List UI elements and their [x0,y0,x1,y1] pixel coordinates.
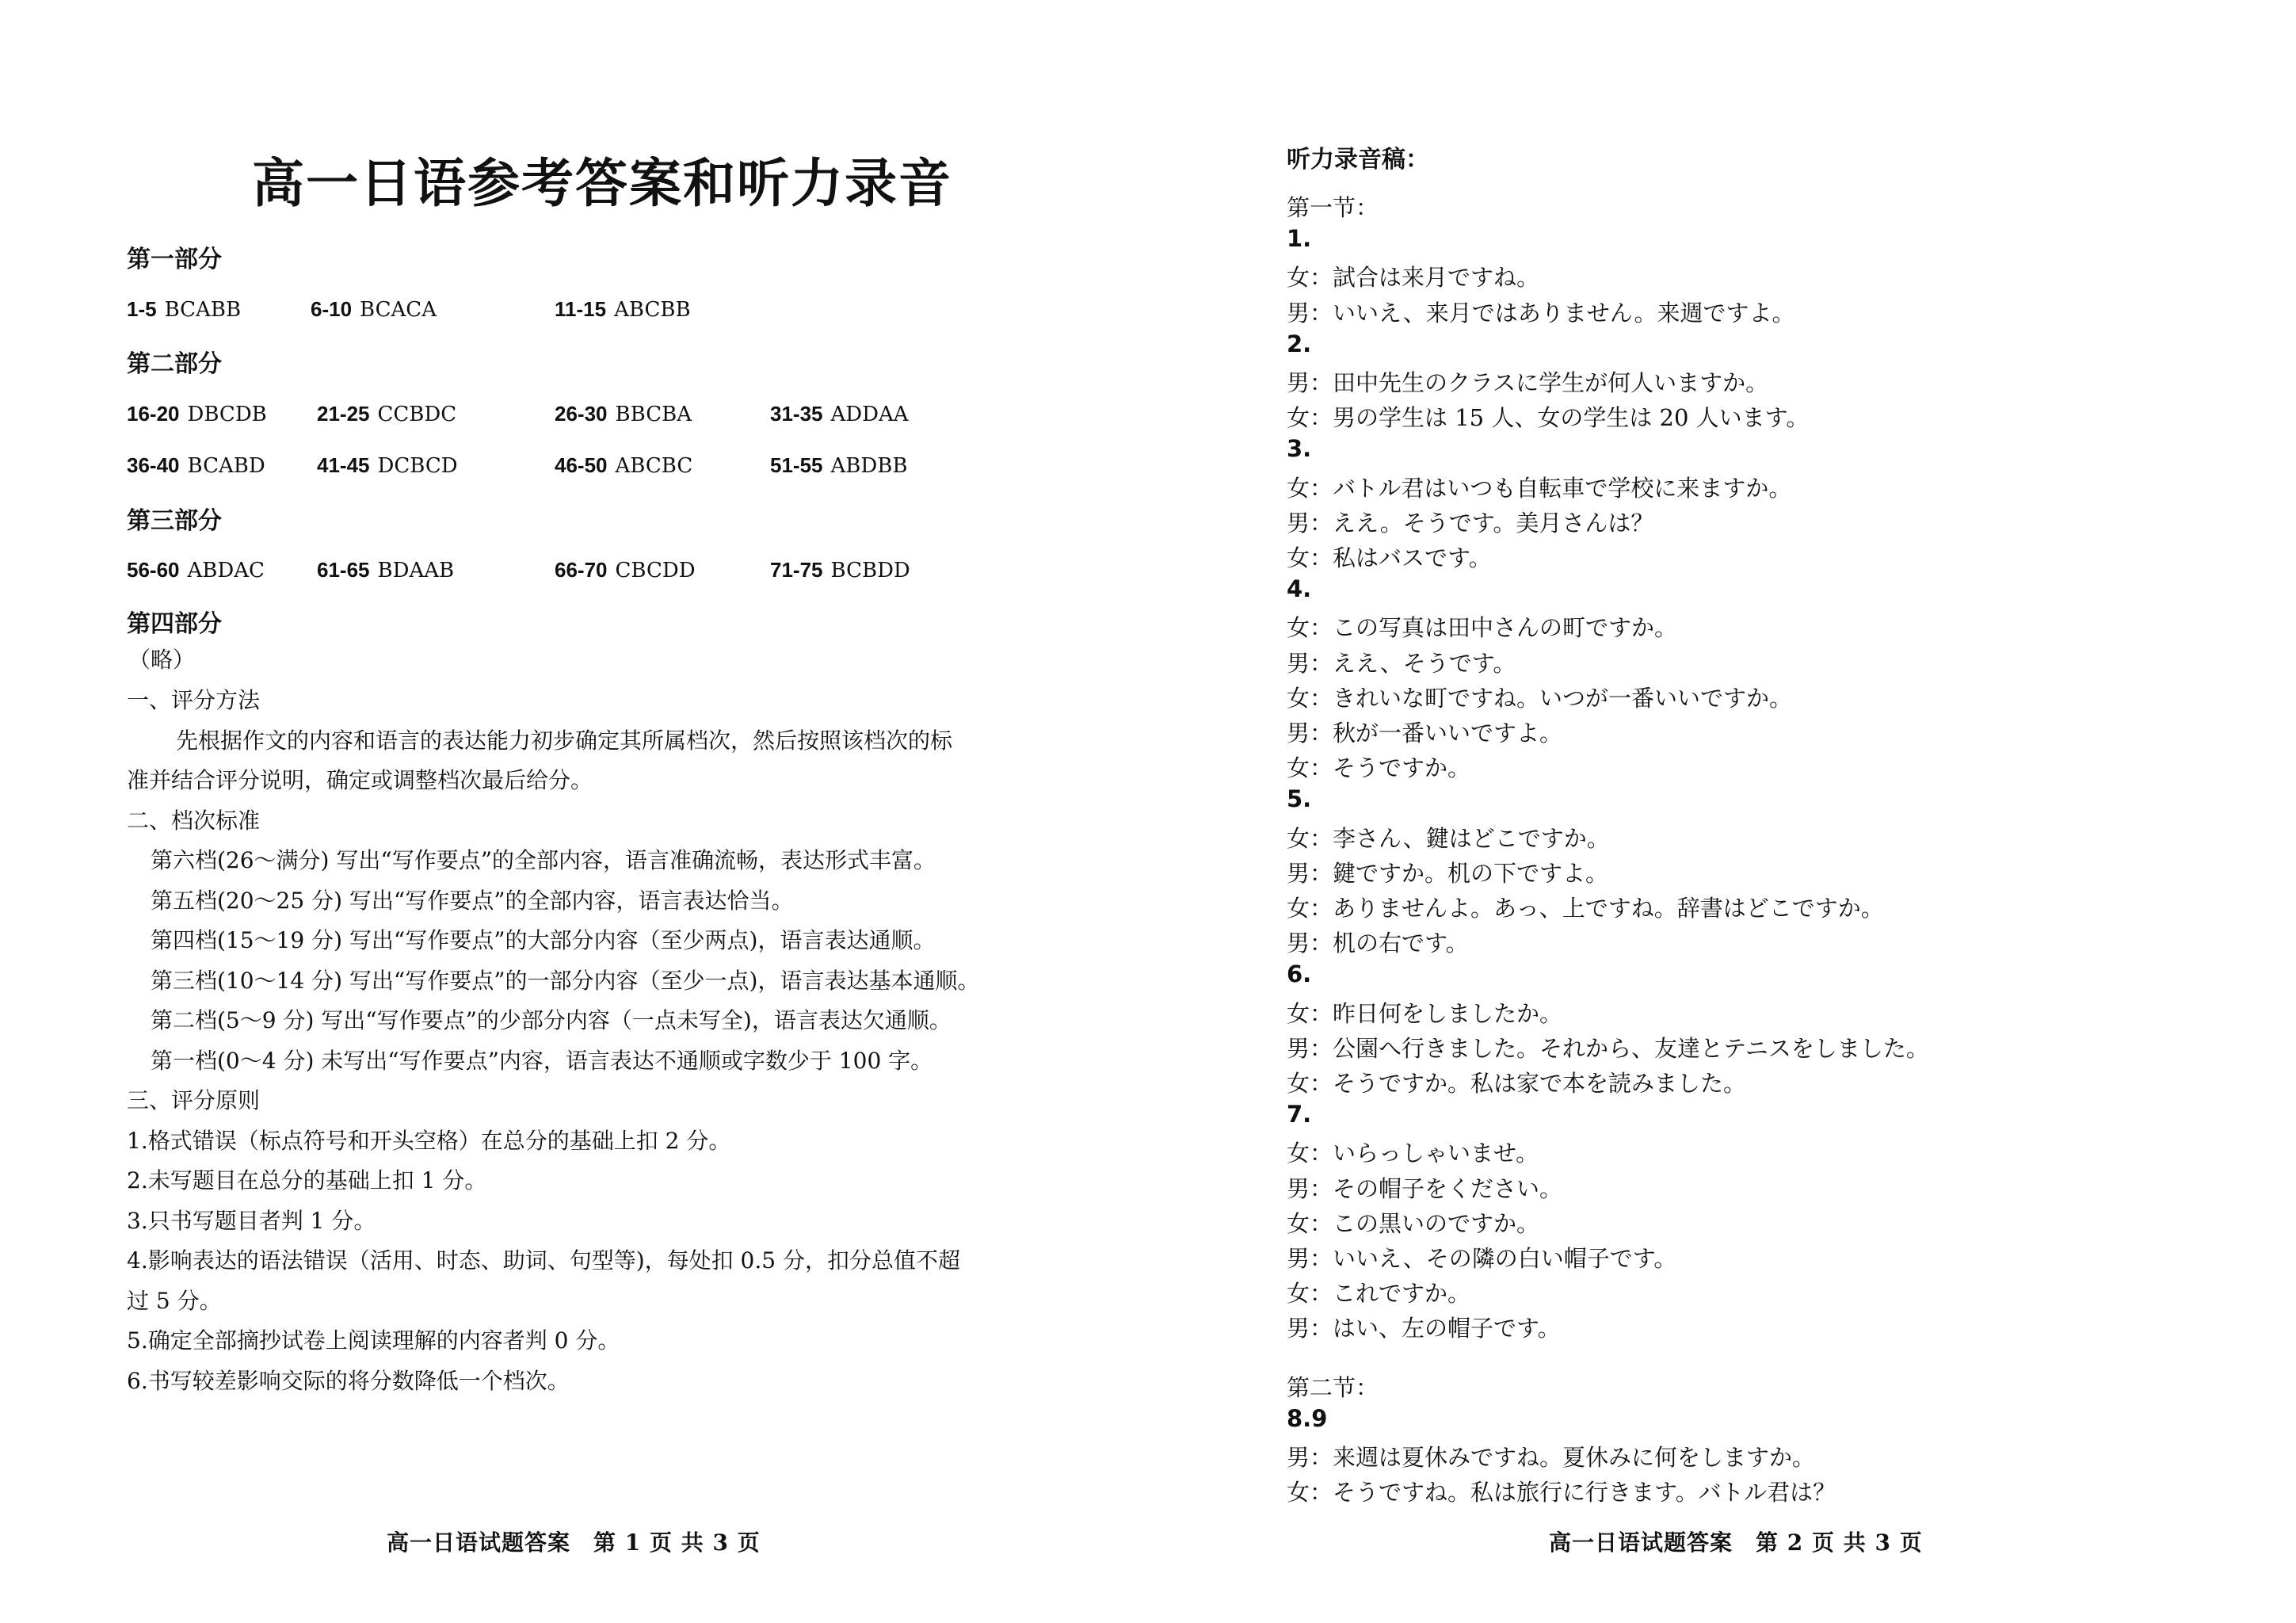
transcript-line: 女：試合は来月ですね。 [1287,264,1540,292]
question-number: 4. [1287,575,1312,603]
transcript-line: 男：ええ、そうです。 [1287,649,1516,677]
transcript-line: 男：来週は夏休みですね。夏休みに何をしますか。 [1287,1444,1816,1471]
question-number: 1. [1287,225,1312,253]
part2-heading: 第二部分 [127,350,222,378]
transcript-line: 女：昨日何をしましたか。 [1287,999,1563,1027]
answer-group [127,558,265,582]
answer-range: 16-20 [127,402,180,426]
transcript-line: 男：鍵ですか。机の下ですよ。 [1287,859,1609,887]
answer-range: 1-5 [127,297,157,321]
scoring-line: 第二档(5～9 分) 写出“写作要点”的少部分内容（一点未写全)，语言表达欠通顺。 [151,1007,952,1033]
answer-letters: BDAAB [377,559,455,582]
transcript-line: 女：バトル君はいつも自転車で学校に来ますか。 [1287,474,1792,502]
answer-group [555,453,692,478]
transcript-line: 男：公園へ行きました。それから、友達とテニスをしました。 [1287,1034,1929,1062]
transcript-line: 男：秋が一番いいですよ。 [1287,720,1563,747]
part3-heading: 第三部分 [127,507,222,535]
transcript-line: 女：私はバスです。 [1287,544,1492,571]
question-number: 2. [1287,330,1312,357]
transcript-line: 女：これですか。 [1287,1280,1471,1308]
answer-range: 21-25 [317,402,370,426]
answer-letters: DBCDB [187,403,267,426]
answer-group [555,297,691,322]
scoring-line: 2.未写题目在总分的基础上扣 1 分。 [127,1167,487,1193]
answer-letters: ABCBC [615,454,693,478]
answer-range: 11-15 [555,297,607,321]
left-footer: 高一日语试题答案 第 1 页 共 3 页 [387,1529,761,1556]
transcript-line: 男：いいえ、その隣の白い帽子です。 [1287,1245,1677,1272]
answer-letters: BCBDD [830,559,910,582]
transcript-heading: 听力录音稿： [1287,146,1429,174]
scoring-line: 准并结合评分说明，确定或调整档次最后给分。 [127,767,593,793]
scoring-line: 先根据作文的内容和语言的表达能力初步确定其所属档次，然后按照该档次的标 [176,727,953,754]
page-title: 高一日语参考答案和听力录音 [252,152,952,214]
answer-letters: BCACA [360,298,437,322]
scoring-line: 4.影响表达的语法错误（活用、时态、助词、句型等)，每处扣 0.5 分，扣分总值不超 [127,1247,960,1274]
transcript-line: 男：いいえ、来月ではありません。来週ですよ。 [1287,299,1795,327]
answer-range: 56-60 [127,558,180,582]
answer-group [311,297,437,322]
transcript-line: 女：ありませんよ。あっ、上ですね。辞書はどこですか。 [1287,895,1884,922]
transcript-line: 男：机の右です。 [1287,930,1469,957]
answer-group [127,402,267,426]
answer-group [770,558,910,582]
answer-range: 51-55 [770,453,823,477]
transcript-line: 女：男の学生は 15 人、女の学生は 20 人います。 [1287,404,1810,432]
transcript-line: 女：そうですか。 [1287,754,1471,782]
answer-range: 66-70 [555,558,608,582]
part1-heading: 第一部分 [127,246,222,273]
question-number: 3. [1287,435,1312,463]
answer-range: 41-45 [317,453,370,477]
answer-letters: DCBCD [377,454,458,478]
answer-group [555,402,692,426]
right-footer: 高一日语试题答案 第 2 页 共 3 页 [1549,1529,1923,1556]
answer-letters: ABCBB [614,298,691,322]
answer-letters: CCBDC [377,403,457,426]
answer-group [317,558,454,582]
transcript-line: 女：そうですか。私は家で本を読みました。 [1287,1070,1747,1097]
scoring-line: 第一档(0～4 分) 未写出“写作要点”内容，语言表达不通顺或字数少于 100 字。 [151,1047,933,1074]
answer-range: 31-35 [770,402,823,426]
answer-range: 36-40 [127,453,180,477]
scoring-line: 第六档(26～满分) 写出“写作要点”的全部内容，语言准确流畅，表达形式丰富。 [151,847,936,873]
answer-letters: BBCBA [615,403,692,426]
scoring-line: 三、评分原则 [127,1087,261,1113]
transcript-line: 男：その帽子をください。 [1287,1174,1563,1202]
part4-note: （略） [128,647,196,673]
scoring-line: 3.只书写题目者判 1 分。 [127,1207,376,1234]
question-number: 7. [1287,1101,1312,1128]
transcript-line: 男：田中先生のクラスに学生が何人いますか。 [1287,369,1769,396]
question-number: 6. [1287,960,1312,988]
scoring-line: 5.确定全部摘抄试卷上阅读理解的内容者判 0 分。 [127,1327,620,1354]
transcript-line: 女：きれいな町ですね。いつが一番いいですか。 [1287,684,1793,712]
answer-group [770,402,909,426]
question-number: 5. [1287,785,1312,813]
answer-range: 71-75 [770,558,823,582]
answer-group [317,453,458,478]
answer-letters: BCABB [164,298,242,322]
scoring-line: 一、评分方法 [127,687,261,713]
scoring-line: 二、档次标准 [127,807,261,834]
scoring-line: 6.书写较差影响交际的将分数降低一个档次。 [127,1367,570,1394]
scoring-line: 第四档(15～19 分) 写出“写作要点”的大部分内容（至少两点)，语言表达通顺。 [151,927,936,953]
transcript-line: 男：ええ。そうです。美月さんは？ [1287,509,1654,537]
answer-letters: ABDBB [830,454,908,478]
transcript-line: 第一节： [1287,194,1379,221]
answer-range: 46-50 [555,453,608,477]
scoring-line: 1.格式错误（标点符号和开头空格）在总分的基础上扣 2 分。 [127,1127,731,1154]
transcript-line: 女：この写真は田中さんの町ですか。 [1287,614,1678,642]
answer-range: 61-65 [317,558,370,582]
scoring-line: 第五档(20～25 分) 写出“写作要点”的全部内容，语言表达恰当。 [151,887,794,914]
answer-letters: ADDAA [830,403,909,426]
transcript-line: 女：そうですね。私は旅行に行きます。バトル君は？ [1287,1479,1836,1507]
answer-range: 6-10 [311,297,353,321]
scoring-line: 过 5 分。 [127,1287,222,1314]
answer-group [770,453,907,478]
transcript-line: 女：いらっしゃいませ。 [1287,1140,1539,1167]
answer-letters: BCABD [187,454,265,478]
answer-letters: CBCDD [615,559,696,582]
question-number: 8.9 [1287,1404,1328,1432]
transcript-line: 男：はい、左の帽子です。 [1287,1315,1561,1342]
answer-group [555,558,696,582]
answer-range: 26-30 [555,402,608,426]
answer-group [127,297,241,322]
answer-letters: ABDAC [187,559,265,582]
answer-group [317,402,456,426]
answer-group [127,453,265,478]
transcript-line: 女：この黒いのですか。 [1287,1209,1540,1237]
scoring-line: 第三档(10～14 分) 写出“写作要点”的一部分内容（至少一点)，语言表达基本通顺。 [151,967,980,994]
transcript-line: 第二节： [1287,1373,1379,1401]
transcript-line: 女：李さん、鍵はどこですか。 [1287,824,1610,852]
part4-heading: 第四部分 [127,610,222,638]
